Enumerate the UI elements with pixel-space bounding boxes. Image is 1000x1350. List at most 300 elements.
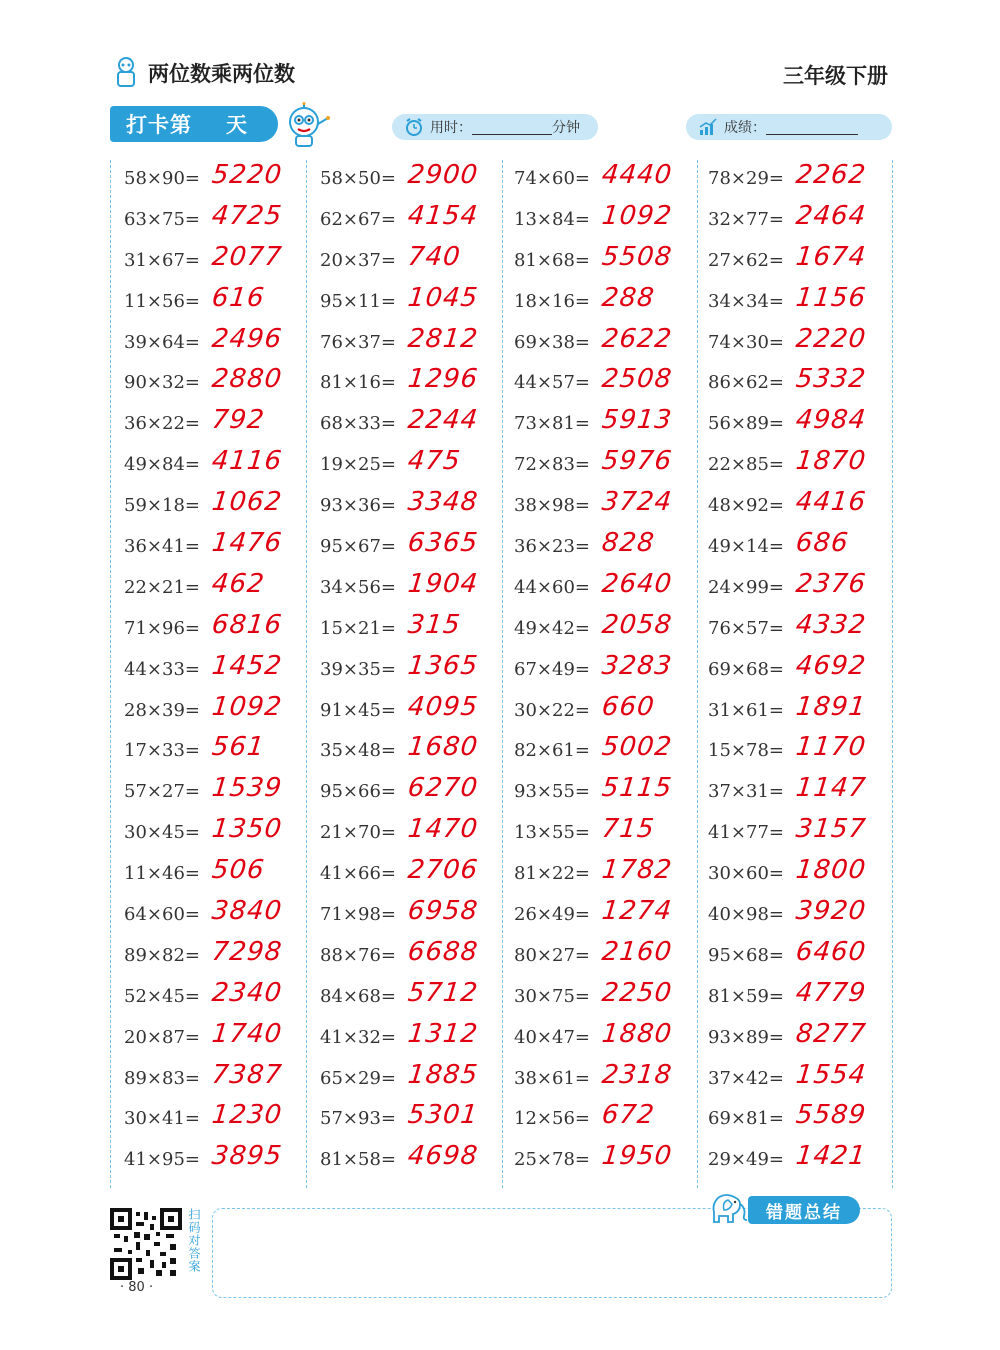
handwritten-answer[interactable]: 1891 xyxy=(794,691,868,722)
problem-row xyxy=(696,1058,891,1099)
problem-equation: 22×85= xyxy=(708,454,784,476)
handwritten-answer[interactable]: 740 xyxy=(406,241,463,272)
problem-row xyxy=(112,485,307,526)
problem-row xyxy=(502,240,697,281)
header-left xyxy=(112,56,295,90)
problem-equation: 35×48= xyxy=(320,740,396,762)
problem-row xyxy=(308,158,503,199)
handwritten-answer[interactable]: 2508 xyxy=(600,364,674,395)
problem-equation: 30×22= xyxy=(514,699,590,721)
handwritten-answer[interactable]: 660 xyxy=(600,691,657,722)
problem-row xyxy=(308,853,503,894)
score-label: 成绩： xyxy=(724,120,766,136)
problem-equation: 58×50= xyxy=(320,167,396,189)
problem-equation: 34×34= xyxy=(708,290,784,312)
problem-equation: 15×21= xyxy=(320,617,396,639)
problem-row xyxy=(696,240,891,281)
problem-equation: 69×68= xyxy=(708,658,784,680)
problem-row xyxy=(112,894,307,935)
problem-row xyxy=(696,322,891,363)
handwritten-answer[interactable]: 1092 xyxy=(600,200,674,231)
problem-row xyxy=(502,485,697,526)
handwritten-answer[interactable]: 1782 xyxy=(600,855,674,886)
scan-for-answers-label: 扫码对答案 xyxy=(187,1208,201,1273)
problem-row xyxy=(112,853,307,894)
handwritten-answer[interactable]: 2464 xyxy=(794,200,868,231)
problem-row xyxy=(502,812,697,853)
qr-code-icon[interactable] xyxy=(110,1208,182,1280)
handwritten-answer[interactable]: 4154 xyxy=(406,200,480,231)
problem-equation: 74×60= xyxy=(514,167,590,189)
problem-row xyxy=(308,976,503,1017)
robot-mascot-icon xyxy=(282,102,332,148)
handwritten-answer[interactable]: 6958 xyxy=(406,896,480,927)
problem-equation: 12×56= xyxy=(514,1108,590,1130)
problem-row xyxy=(502,1139,697,1180)
problem-equation: 11×56= xyxy=(124,290,200,312)
handwritten-answer[interactable]: 506 xyxy=(210,855,267,886)
problem-equation: 13×55= xyxy=(514,822,590,844)
handwritten-answer[interactable]: 7298 xyxy=(210,936,284,967)
handwritten-answer[interactable]: 2262 xyxy=(794,160,868,190)
handwritten-answer[interactable]: 5220 xyxy=(210,160,284,190)
problem-row xyxy=(308,771,503,812)
mistakes-summary-label: 错题总结 xyxy=(748,1196,860,1224)
handwritten-answer[interactable]: 7387 xyxy=(210,1059,284,1090)
handwritten-answer[interactable]: 2340 xyxy=(210,977,284,1008)
problem-equation: 71×96= xyxy=(124,617,200,639)
handwritten-answer[interactable]: 1800 xyxy=(794,855,868,886)
problem-equation: 41×66= xyxy=(320,863,396,885)
handwritten-answer[interactable]: 2706 xyxy=(406,855,480,886)
problem-equation: 40×98= xyxy=(708,903,784,925)
problem-equation: 72×83= xyxy=(514,454,590,476)
problem-equation: 76×37= xyxy=(320,331,396,353)
grade-label: 三年级下册 xyxy=(783,64,888,88)
handwritten-answer[interactable]: 828 xyxy=(600,528,657,559)
handwritten-answer[interactable]: 686 xyxy=(794,528,851,559)
handwritten-answer[interactable]: 4116 xyxy=(210,446,284,477)
handwritten-answer[interactable]: 1476 xyxy=(210,528,284,559)
handwritten-answer[interactable]: 5976 xyxy=(600,446,674,477)
problem-equation: 49×42= xyxy=(514,617,590,639)
problem-equation: 89×83= xyxy=(124,1067,200,1089)
problem-row xyxy=(696,281,891,322)
problem-row xyxy=(696,403,891,444)
handwritten-answer[interactable]: 5115 xyxy=(600,773,674,804)
handwritten-answer[interactable]: 5589 xyxy=(794,1100,868,1131)
handwritten-answer[interactable]: 2077 xyxy=(210,241,284,272)
problem-equation: 91×45= xyxy=(320,699,396,721)
handwritten-answer[interactable]: 2880 xyxy=(210,364,284,395)
handwritten-answer[interactable]: 1350 xyxy=(210,814,284,845)
handwritten-answer[interactable]: 2244 xyxy=(406,405,480,436)
problem-equation: 81×59= xyxy=(708,985,784,1007)
problem-equation: 34×56= xyxy=(320,576,396,598)
handwritten-answer[interactable]: 4779 xyxy=(794,977,868,1008)
problem-equation: 44×57= xyxy=(514,372,590,394)
handwritten-answer[interactable]: 288 xyxy=(600,282,657,313)
problem-row xyxy=(308,812,503,853)
handwritten-answer[interactable]: 4332 xyxy=(794,609,868,640)
handwritten-answer[interactable]: 4984 xyxy=(794,405,868,436)
problem-row xyxy=(696,158,891,199)
problem-row xyxy=(502,158,697,199)
handwritten-answer[interactable]: 8277 xyxy=(794,1018,868,1049)
problem-row xyxy=(112,444,307,485)
problem-equation: 39×64= xyxy=(124,331,200,353)
problem-equation: 81×16= xyxy=(320,372,396,394)
handwritten-answer[interactable]: 1880 xyxy=(600,1018,674,1049)
problem-row xyxy=(308,444,503,485)
handwritten-answer[interactable]: 561 xyxy=(210,732,267,763)
problem-equation: 30×75= xyxy=(514,985,590,1007)
problem-row xyxy=(696,526,891,567)
handwritten-answer[interactable]: 6688 xyxy=(406,936,480,967)
problem-equation: 11×46= xyxy=(124,863,200,885)
problem-row xyxy=(112,362,307,403)
problem-row xyxy=(308,362,503,403)
problem-equation: 62×67= xyxy=(320,208,396,230)
problem-equation: 37×31= xyxy=(708,781,784,803)
handwritten-answer[interactable]: 1274 xyxy=(600,896,674,927)
problem-equation: 41×32= xyxy=(320,1026,396,1048)
problem-row xyxy=(308,935,503,976)
handwritten-answer[interactable]: 2812 xyxy=(406,323,480,354)
problem-equation: 56×89= xyxy=(708,413,784,435)
problem-row xyxy=(696,1139,891,1180)
handwritten-answer[interactable]: 715 xyxy=(600,814,657,845)
score-input-line[interactable] xyxy=(766,120,858,135)
problem-row xyxy=(696,1017,891,1058)
problem-equation: 68×33= xyxy=(320,413,396,435)
handwritten-answer[interactable]: 1421 xyxy=(794,1141,868,1172)
handwritten-answer[interactable]: 1674 xyxy=(794,241,868,272)
handwritten-answer[interactable]: 1680 xyxy=(406,732,480,763)
problem-row xyxy=(502,771,697,812)
problem-row xyxy=(502,281,697,322)
problem-row xyxy=(696,894,891,935)
problem-row xyxy=(112,240,307,281)
problem-equation: 13×84= xyxy=(514,208,590,230)
handwritten-answer[interactable]: 5301 xyxy=(406,1100,480,1131)
problem-equation: 29×49= xyxy=(708,1149,784,1171)
problem-row xyxy=(696,199,891,240)
problem-equation: 39×35= xyxy=(320,658,396,680)
handwritten-answer[interactable]: 2160 xyxy=(600,936,674,967)
problem-row xyxy=(112,771,307,812)
handwritten-answer[interactable]: 6365 xyxy=(406,528,480,559)
problem-row xyxy=(308,403,503,444)
problem-equation: 30×60= xyxy=(708,863,784,885)
handwritten-answer[interactable]: 5332 xyxy=(794,364,868,395)
problem-equation: 44×60= xyxy=(514,576,590,598)
problem-row xyxy=(696,1098,891,1139)
handwritten-answer[interactable]: 616 xyxy=(210,282,267,313)
problem-equation: 18×16= xyxy=(514,290,590,312)
problem-row xyxy=(502,853,697,894)
handwritten-answer[interactable]: 475 xyxy=(406,446,463,477)
problem-row xyxy=(308,526,503,567)
problem-row xyxy=(112,1017,307,1058)
checkin-label-left: 打卡第 xyxy=(126,113,192,137)
problem-equation: 44×33= xyxy=(124,658,200,680)
handwritten-answer[interactable]: 4416 xyxy=(794,487,868,518)
problem-row xyxy=(502,322,697,363)
problem-row xyxy=(112,199,307,240)
problem-row xyxy=(696,976,891,1017)
handwritten-answer[interactable]: 1156 xyxy=(794,282,868,313)
problem-row xyxy=(696,812,891,853)
problem-equation: 67×49= xyxy=(514,658,590,680)
problem-row xyxy=(696,649,891,690)
problem-column-2 xyxy=(308,158,503,1180)
problem-equation: 31×67= xyxy=(124,249,200,271)
problem-row xyxy=(112,935,307,976)
handwritten-answer[interactable]: 1470 xyxy=(406,814,480,845)
problem-row xyxy=(308,240,503,281)
problem-equation: 81×22= xyxy=(514,863,590,885)
handwritten-answer[interactable]: 3283 xyxy=(600,650,674,681)
problem-row xyxy=(112,608,307,649)
handwritten-answer[interactable]: 6816 xyxy=(210,609,284,640)
problem-row xyxy=(696,608,891,649)
handwritten-answer[interactable]: 1170 xyxy=(794,732,868,763)
problem-row xyxy=(112,322,307,363)
problem-row xyxy=(502,1098,697,1139)
alarm-clock-icon xyxy=(404,117,424,137)
problem-row xyxy=(308,567,503,608)
handwritten-answer[interactable]: 6270 xyxy=(406,773,480,804)
problem-row xyxy=(502,649,697,690)
problem-equation: 57×27= xyxy=(124,781,200,803)
handwritten-answer[interactable]: 4692 xyxy=(794,650,868,681)
handwritten-answer[interactable]: 5508 xyxy=(600,241,674,272)
problem-equation: 24×99= xyxy=(708,576,784,598)
handwritten-answer[interactable]: 3348 xyxy=(406,487,480,518)
problem-equation: 73×81= xyxy=(514,413,590,435)
handwritten-answer[interactable]: 1062 xyxy=(210,487,284,518)
problem-row xyxy=(308,281,503,322)
problem-equation: 93×55= xyxy=(514,781,590,803)
handwritten-answer[interactable]: 1885 xyxy=(406,1059,480,1090)
problem-row xyxy=(308,1058,503,1099)
problem-equation: 25×78= xyxy=(514,1149,590,1171)
handwritten-answer[interactable]: 462 xyxy=(210,568,267,599)
problem-row xyxy=(696,362,891,403)
score-field xyxy=(686,114,892,140)
problem-row xyxy=(696,771,891,812)
handwritten-answer[interactable]: 6460 xyxy=(794,936,868,967)
problem-equation: 71×98= xyxy=(320,903,396,925)
problem-equation: 36×23= xyxy=(514,535,590,557)
problem-row xyxy=(696,567,891,608)
handwritten-answer[interactable]: 3895 xyxy=(210,1141,284,1172)
problem-row xyxy=(502,608,697,649)
problem-equation: 81×68= xyxy=(514,249,590,271)
problem-row xyxy=(308,199,503,240)
problem-equation: 17×33= xyxy=(124,740,200,762)
handwritten-answer[interactable]: 2318 xyxy=(600,1059,674,1090)
problem-row xyxy=(502,199,697,240)
problem-row xyxy=(502,690,697,731)
handwritten-answer[interactable]: 792 xyxy=(210,405,267,436)
problem-equation: 95×68= xyxy=(708,944,784,966)
problem-row xyxy=(502,444,697,485)
problem-equation: 22×21= xyxy=(124,576,200,598)
column-divider xyxy=(110,160,111,1188)
problem-equation: 52×45= xyxy=(124,985,200,1007)
problem-row xyxy=(308,608,503,649)
handwritten-answer[interactable]: 4725 xyxy=(210,200,284,231)
problem-equation: 36×41= xyxy=(124,535,200,557)
problem-equation: 86×62= xyxy=(708,372,784,394)
handwritten-answer[interactable]: 2058 xyxy=(600,609,674,640)
handwritten-answer[interactable]: 1870 xyxy=(794,446,868,477)
handwritten-answer[interactable]: 2622 xyxy=(600,323,674,354)
elephant-icon xyxy=(706,1190,750,1226)
problem-row xyxy=(696,853,891,894)
problem-row xyxy=(696,730,891,771)
handwritten-answer[interactable]: 3840 xyxy=(210,896,284,927)
problem-column-4 xyxy=(696,158,891,1180)
problem-row xyxy=(502,1058,697,1099)
problem-equation: 78×29= xyxy=(708,167,784,189)
problem-row xyxy=(308,1098,503,1139)
problem-equation: 57×93= xyxy=(320,1108,396,1130)
problem-equation: 32×77= xyxy=(708,208,784,230)
handwritten-answer[interactable]: 4440 xyxy=(600,160,674,190)
problem-row xyxy=(112,526,307,567)
handwritten-answer[interactable]: 1539 xyxy=(210,773,284,804)
problem-row xyxy=(308,1139,503,1180)
problem-equation: 64×60= xyxy=(124,903,200,925)
handwritten-answer[interactable]: 1312 xyxy=(406,1018,480,1049)
problem-equation: 93×36= xyxy=(320,495,396,517)
time-field xyxy=(392,114,598,140)
problem-row xyxy=(502,526,697,567)
problem-row xyxy=(112,1139,307,1180)
problem-equation: 30×45= xyxy=(124,822,200,844)
problem-equation: 95×66= xyxy=(320,781,396,803)
checkin-label-right: 天 xyxy=(226,113,248,137)
problem-row xyxy=(308,690,503,731)
time-unit: 分钟 xyxy=(552,120,580,136)
handwritten-answer[interactable]: 5913 xyxy=(600,405,674,436)
problem-equation: 80×27= xyxy=(514,944,590,966)
problem-equation: 48×92= xyxy=(708,495,784,517)
problem-row xyxy=(502,1017,697,1058)
problem-equation: 37×42= xyxy=(708,1067,784,1089)
problem-equation: 20×87= xyxy=(124,1026,200,1048)
problem-equation: 95×67= xyxy=(320,535,396,557)
problem-equation: 69×38= xyxy=(514,331,590,353)
handwritten-answer[interactable]: 3724 xyxy=(600,487,674,518)
problem-equation: 20×37= xyxy=(320,249,396,271)
handwritten-answer[interactable]: 1452 xyxy=(210,650,284,681)
problem-equation: 49×84= xyxy=(124,454,200,476)
problem-row xyxy=(696,690,891,731)
problem-row xyxy=(502,730,697,771)
handwritten-answer[interactable]: 2220 xyxy=(794,323,868,354)
handwritten-answer[interactable]: 1045 xyxy=(406,282,480,313)
page-title: 两位数乘两位数 xyxy=(148,62,295,86)
handwritten-answer[interactable]: 672 xyxy=(600,1100,657,1131)
handwritten-answer[interactable]: 2376 xyxy=(794,568,868,599)
problem-equation: 69×81= xyxy=(708,1108,784,1130)
handwritten-answer[interactable]: 1740 xyxy=(210,1018,284,1049)
handwritten-answer[interactable]: 5712 xyxy=(406,977,480,1008)
handwritten-answer[interactable]: 1230 xyxy=(210,1100,284,1131)
handwritten-answer[interactable]: 3920 xyxy=(794,896,868,927)
handwritten-answer[interactable]: 2496 xyxy=(210,323,284,354)
handwritten-answer[interactable]: 1554 xyxy=(794,1059,868,1090)
problem-equation: 38×61= xyxy=(514,1067,590,1089)
problem-equation: 19×25= xyxy=(320,454,396,476)
handwritten-answer[interactable]: 3157 xyxy=(794,814,868,845)
handwritten-answer[interactable]: 2250 xyxy=(600,977,674,1008)
problem-row xyxy=(112,281,307,322)
problem-row xyxy=(112,1058,307,1099)
problem-equation: 74×30= xyxy=(708,331,784,353)
problem-row xyxy=(308,1017,503,1058)
problem-row xyxy=(502,894,697,935)
problem-row xyxy=(308,730,503,771)
problem-equation: 38×98= xyxy=(514,495,590,517)
handwritten-answer[interactable]: 1365 xyxy=(406,650,480,681)
handwritten-answer[interactable]: 1092 xyxy=(210,691,284,722)
handwritten-answer[interactable]: 1296 xyxy=(406,364,480,395)
handwritten-answer[interactable]: 5002 xyxy=(600,732,674,763)
problem-row xyxy=(112,730,307,771)
problem-equation: 95×11= xyxy=(320,290,396,312)
problem-equation: 84×68= xyxy=(320,985,396,1007)
problem-equation: 41×95= xyxy=(124,1149,200,1171)
problem-row xyxy=(502,362,697,403)
handwritten-answer[interactable]: 1950 xyxy=(600,1141,674,1172)
problem-row xyxy=(502,976,697,1017)
problem-row xyxy=(696,935,891,976)
handwritten-answer[interactable]: 1904 xyxy=(406,568,480,599)
problem-equation: 31×61= xyxy=(708,699,784,721)
problem-equation: 27×62= xyxy=(708,249,784,271)
handwritten-answer[interactable]: 4095 xyxy=(406,691,480,722)
handwritten-answer[interactable]: 2900 xyxy=(406,160,480,190)
problem-row xyxy=(696,485,891,526)
problem-column-1 xyxy=(112,158,307,1180)
problem-row xyxy=(112,690,307,731)
problem-row xyxy=(112,976,307,1017)
problem-row xyxy=(502,935,697,976)
problem-row xyxy=(112,812,307,853)
problem-equation: 93×89= xyxy=(708,1026,784,1048)
problem-row xyxy=(308,322,503,363)
problem-equation: 40×47= xyxy=(514,1026,590,1048)
problem-equation: 49×14= xyxy=(708,535,784,557)
problem-equation: 15×78= xyxy=(708,740,784,762)
bar-chart-icon xyxy=(698,117,718,137)
handwritten-answer[interactable]: 2640 xyxy=(600,568,674,599)
problem-equation: 81×58= xyxy=(320,1149,396,1171)
handwritten-answer[interactable]: 1147 xyxy=(794,773,868,804)
time-input-line[interactable] xyxy=(472,120,552,135)
handwritten-answer[interactable]: 315 xyxy=(406,609,463,640)
handwritten-answer[interactable]: 4698 xyxy=(406,1141,480,1172)
page-number: · 80 · xyxy=(120,1280,154,1295)
problem-equation: 90×32= xyxy=(124,372,200,394)
problem-row xyxy=(112,403,307,444)
mascot-logo-icon xyxy=(112,56,140,90)
